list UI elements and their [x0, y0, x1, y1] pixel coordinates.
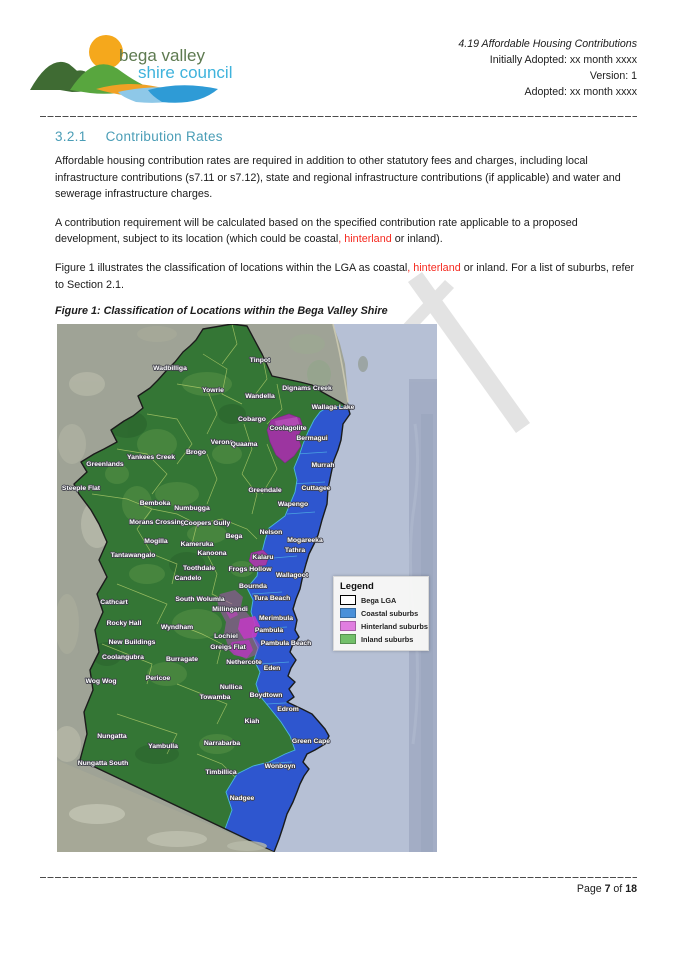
map-label-cuttagee: Cuttagee	[301, 485, 331, 493]
map-label-wallagoot: Wallagoot	[275, 572, 309, 580]
map-label-wog-wog: Wog Wog	[85, 678, 117, 686]
legend-swatch	[340, 595, 356, 605]
map-label-rocky-hall: Rocky Hall	[106, 620, 142, 628]
map-label-steeple-flat: Steeple Flat	[61, 485, 101, 493]
map-label-brogo: Brogo	[185, 449, 207, 457]
map-label-cathcart: Cathcart	[100, 599, 128, 607]
logo-text-line2: shire council	[138, 63, 233, 82]
council-logo	[26, 26, 238, 108]
legend-label: Hinterland suburbs	[361, 621, 428, 631]
map-label-nullica: Nullica	[219, 684, 243, 692]
map-legend-items	[340, 595, 428, 644]
legend-swatch	[340, 634, 356, 644]
figure-caption: Figure 1: Classification of Locations within the Bega Valley Shire	[55, 305, 388, 318]
page-content	[55, 129, 639, 852]
section-number: 3.2.1	[55, 129, 87, 144]
map-label-south-wolumla: South Wolumla	[175, 596, 225, 604]
legend-swatch	[340, 621, 356, 631]
map-island-marker	[358, 356, 368, 372]
map-label-verona: Verona	[210, 439, 234, 447]
paragraph-2-red-text: , hinterland	[338, 233, 392, 246]
map-label-cobargo: Cobargo	[238, 416, 266, 424]
map-label-timbillica: Timbillica	[205, 769, 237, 777]
section-title: Contribution Rates	[105, 129, 223, 144]
map-label-nungatta-south: Nungatta South	[77, 760, 129, 768]
map-label-nungatta: Nungatta	[97, 733, 127, 741]
paragraph-3-text: or inland. For a list of suburbs, refer to Section 2.1.	[55, 261, 635, 291]
legend-swatch	[340, 608, 356, 618]
map-label-kalaru: Kalaru	[252, 554, 274, 562]
header-meta	[458, 36, 637, 100]
paragraph-2-text: or inland).	[391, 233, 443, 246]
page-number-of: of	[610, 883, 626, 895]
map-label-pambula: Pambula	[254, 627, 284, 635]
header-meta-line: Initially Adopted: xx month xxxx	[489, 54, 637, 66]
paragraph-3	[55, 260, 638, 293]
map-legend	[333, 576, 429, 651]
figure-map	[57, 324, 437, 852]
map-label-eden: Eden	[263, 665, 281, 673]
map-label-tinpot: Tinpot	[249, 357, 271, 365]
logo-text-line1: bega valley	[119, 46, 206, 65]
map-label-wonboyn: Wonboyn	[264, 763, 296, 771]
map-label-kameruka: Kameruka	[180, 541, 214, 549]
map-label-nelson: Nelson	[259, 529, 283, 537]
paragraph-3-red-text: , hinterland	[407, 261, 461, 274]
map-label-nadgee: Nadgee	[229, 795, 255, 803]
map-label-kanoona: Kanoona	[197, 550, 227, 558]
map-label-coopers-gully: Coopers Gully	[183, 520, 231, 528]
legend-item	[340, 608, 422, 618]
legend-label: Inland suburbs	[361, 634, 414, 644]
legend-item	[340, 634, 422, 644]
document-title: 4.19 Affordable Housing Contributions	[458, 38, 637, 50]
map-label-burragate: Burragate	[165, 656, 199, 664]
section-heading	[55, 129, 639, 144]
map-label-numbugga: Numbugga	[174, 505, 210, 513]
map-label-mogilla: Mogilla	[144, 538, 168, 546]
map-label-tantawangalo: Tantawangalo	[110, 552, 156, 560]
legend-item	[340, 621, 428, 631]
map-label-millingandi: Millingandi	[212, 606, 248, 614]
map-label-quaama: Quaama	[230, 441, 258, 449]
legend-label: Bega LGA	[361, 595, 397, 605]
map-label-edrom: Edrom	[277, 706, 299, 714]
map-label-nethercote: Nethercote	[226, 659, 262, 667]
page-number-total: 18	[625, 883, 637, 895]
map-label-wadbilliga: Wadbilliga	[153, 365, 187, 373]
map-label-bemboka: Bemboka	[139, 500, 171, 508]
logo-sun-icon	[89, 35, 123, 69]
map-label-pambula-beach: Pambula Beach	[260, 640, 312, 648]
paragraph-3-text: Figure 1 illustrates the classification of locations within the LGA as coastal	[55, 261, 408, 274]
map-label-coolagolite: Coolagolite	[269, 425, 307, 433]
map-label-towamba: Towamba	[199, 694, 231, 702]
header-rule	[40, 116, 637, 117]
map-label-merimbula: Merimbula	[259, 615, 293, 623]
map-label-dignams-creek: Dignams Creek	[282, 385, 332, 393]
map-label-green-cape: Green Cape	[291, 738, 331, 746]
map-label-greigs-flat: Greigs Flat	[210, 644, 246, 652]
map-label-wandella: Wandella	[245, 393, 275, 401]
page-number-current: 7	[604, 883, 611, 895]
map-label-bega: Bega	[225, 533, 243, 541]
map-label-candelo: Candelo	[174, 575, 202, 583]
paragraph-2	[55, 215, 638, 248]
map-label-lochiel: Lochiel	[214, 633, 238, 641]
legend-item	[340, 595, 422, 605]
map-label-kiah: Kiah	[244, 718, 260, 726]
map-label-greenlands: Greenlands	[86, 461, 124, 469]
page-number	[577, 883, 637, 895]
paragraph-2-text: A contribution requirement will be calculated based on the specified contribution rate applicable to a proposed development, subject to its location (which could be coastal	[55, 216, 578, 246]
map-label-wallaga-lake: Wallaga Lake	[311, 404, 355, 412]
paragraph-1: Affordable housing contribution rates are required in addition to other statutory fees and charges, including local infrastructure contributions (s7.11 or s7.12), state and regional infrastructure contributions (if applicable) and water and sewerage infrastructure charges.	[55, 155, 621, 201]
header-meta-line: Adopted: xx month xxxx	[524, 86, 637, 98]
footer-rule	[40, 877, 637, 878]
map-label-narrabarba: Narrabarba	[203, 740, 241, 748]
map-label-wyndham: Wyndham	[160, 624, 194, 632]
map-label-pericoe: Pericoe	[145, 675, 171, 683]
legend-label: Coastal suburbs	[361, 608, 419, 618]
map-label-yowrie: Yowrie	[202, 387, 224, 395]
map-label-yankees-creek: Yankees Creek	[127, 454, 175, 462]
map-label-toothdale: Toothdale	[183, 565, 215, 573]
page-number-prefix: Page	[576, 883, 605, 895]
map-label-frogs-hollow: Frogs Hollow	[228, 566, 272, 574]
map-label-tura-beach: Tura Beach	[253, 595, 291, 603]
map-label-bermagui: Bermagui	[296, 435, 328, 443]
map-label-coolangubra: Coolangubra	[102, 654, 144, 662]
legend-title: Legend	[340, 581, 374, 593]
map-label-morans-crossing: Morans Crossing	[129, 519, 185, 527]
map-label-new-buildings: New Buildings	[108, 639, 156, 647]
map-label-tathra: Tathra	[284, 547, 306, 555]
map-label-murrah: Murrah	[311, 462, 335, 470]
map-label-mogareeka: Mogareeka	[287, 537, 323, 545]
map-label-boydtown: Boydtown	[249, 692, 283, 700]
map-label-yambulla: Yambulla	[148, 743, 178, 751]
map-label-wapengo: Wapengo	[277, 501, 309, 509]
map-label-bournda: Bournda	[239, 583, 267, 591]
header-meta-line: Version: 1	[589, 70, 637, 82]
map-label-greendale: Greendale	[248, 487, 282, 495]
